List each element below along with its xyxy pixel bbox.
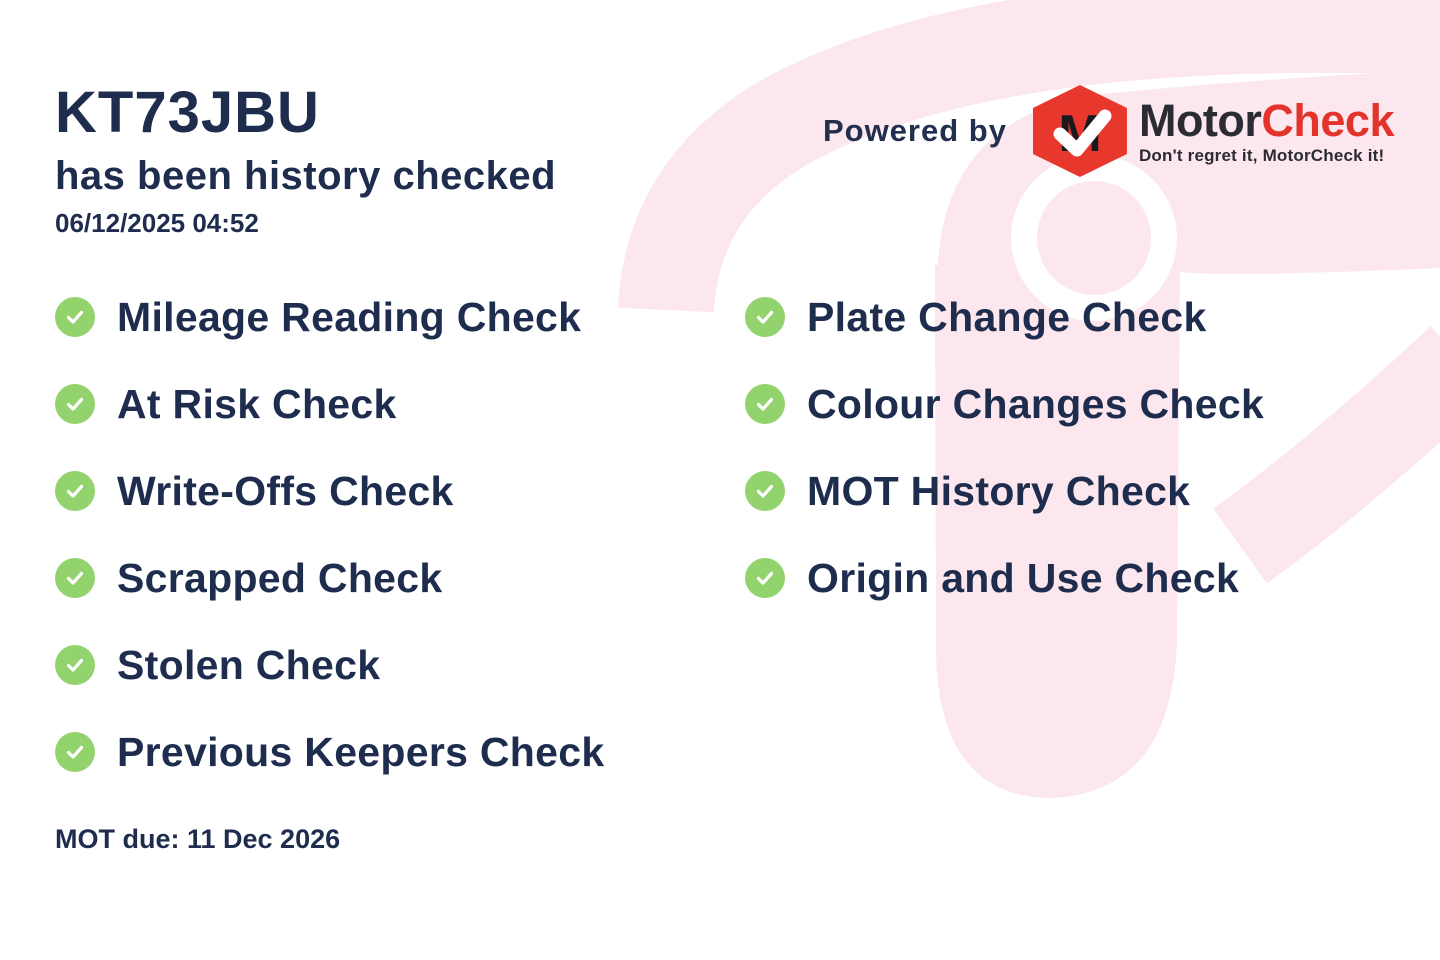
check-circle-icon (55, 471, 95, 511)
check-list-item (55, 380, 604, 427)
brand-name (1138, 95, 1394, 146)
motorcheck-logo-icon (1033, 85, 1127, 177)
brand-text (1138, 95, 1394, 165)
check-list-item (55, 293, 604, 340)
check-list-item (745, 380, 1265, 427)
check-list-item (55, 554, 604, 601)
check-circle-icon (745, 471, 785, 511)
check-item-label: MOT History Check (807, 467, 1191, 514)
registration-plate: KT73JBU (55, 80, 320, 145)
powered-by-label: Powered by (822, 113, 1007, 148)
check-circle-icon (55, 297, 95, 337)
brand-name-check: Check (1261, 95, 1394, 146)
brand-tagline: Don't regret it, MotorCheck it! (1138, 146, 1385, 165)
check-item-label: Stolen Check (117, 641, 381, 688)
check-circle-icon (55, 732, 95, 772)
check-item-label: Plate Change Check (807, 293, 1207, 340)
check-list-item (745, 293, 1264, 340)
check-circle-icon (745, 384, 785, 424)
logo-monogram: M (1058, 105, 1102, 163)
check-item-label: At Risk Check (117, 380, 397, 427)
check-item-label: Scrapped Check (117, 554, 443, 601)
check-item-label: Mileage Reading Check (117, 293, 582, 340)
brand-lockup (823, 85, 1394, 177)
check-list-right (745, 293, 1265, 645)
check-list-item (745, 554, 1264, 601)
check-circle-icon (745, 558, 785, 598)
wheel-rim-right-arc (1240, 360, 1440, 546)
check-circle-icon (745, 297, 785, 337)
mot-due-label: MOT due: 11 Dec 2026 (55, 824, 341, 854)
check-item-label: Origin and Use Check (807, 554, 1240, 601)
check-list-item (55, 641, 604, 688)
check-item-label: Colour Changes Check (807, 380, 1265, 427)
check-list-left (55, 293, 605, 819)
header (55, 80, 557, 238)
check-timestamp: 06/12/2025 04:52 (55, 208, 259, 238)
check-circle-icon (55, 558, 95, 598)
check-list-item (55, 728, 605, 775)
check-item-label: Write-Offs Check (117, 467, 454, 514)
check-item-label: Previous Keepers Check (117, 728, 605, 775)
brand-name-motor: Motor (1138, 95, 1262, 146)
page-title: has been history checked (55, 154, 557, 198)
check-circle-icon (55, 384, 95, 424)
check-circle-icon (55, 645, 95, 685)
check-list-item (55, 467, 604, 514)
check-list-item (745, 467, 1264, 514)
